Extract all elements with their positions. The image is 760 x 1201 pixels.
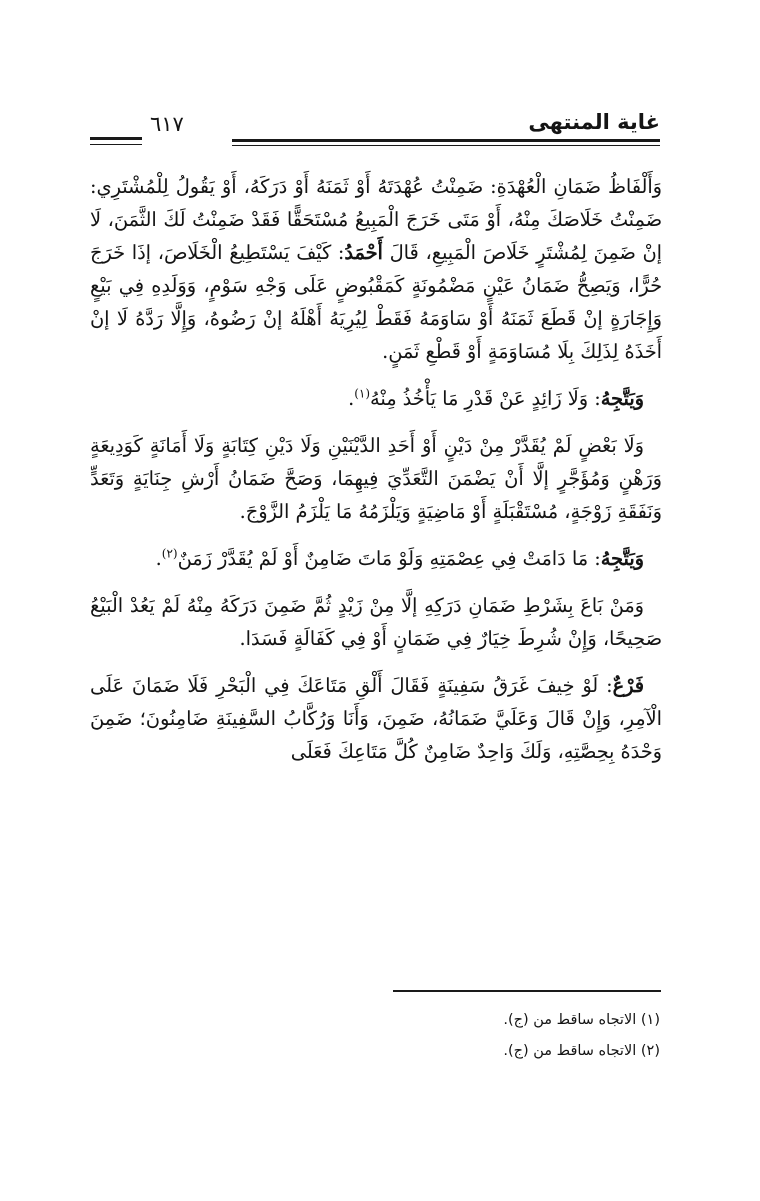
book-title: غاية المنتهى — [528, 110, 660, 134]
footnote-ref: (٢) — [161, 546, 178, 561]
paragraph: فَرْعٌ: لَوْ خِيفَ غَرَقُ سَفِينَةٍ فَقَالَ أَلْقِ مَتَاعَكَ فِي الْبَحْرِ فَلَا ضَمَانَ عَلَى الْآمِرِ، وَإِنْ قَالَ وَعَلَيَّ ضَمَانُهُ، ضَمِنَ، وَأَنَا وَرُكَّابُ السَّفِينَةِ ضَامِنُونَ؛ ضَمِنَ وَحْدَهُ بِحِصَّتِهِ، وَلَكَ وَاحِدٌ ضَامِنٌ كُلَّ مَتَاعِكَ فَعَلَى — [90, 674, 662, 763]
footnote-ref: (١) — [354, 386, 371, 401]
header-rule — [90, 144, 142, 145]
paragraph: وَيَتَّجِهُ: مَا دَامَتْ فِي عِصْمَتِهِ وَلَوْ مَاتَ ضَامِنٌ أَوْ لَمْ يُقَدَّرْ زَمَنٌ$^{(٢)}$. — [155, 546, 644, 570]
paragraph: وَمَنْ بَاعَ بِشَرْطِ ضَمَانِ دَرَكِهِ إلَّا مِنْ زَيْدٍ ثُمَّ ضَمِنَ دَرَكَهُ مِنْهُ لَمْ يَعُدْ الْبَيْعُ صَحِيحًا، وَإِنْ شُرِطَ خِيَارٌ فِي ضَمَانٍ أَوْ فِي كَفَالَةٍ فَسَدَا. — [90, 594, 662, 650]
main-text — [90, 170, 662, 782]
footnote-divider — [393, 990, 661, 992]
footnotes — [300, 1005, 660, 1067]
header-rule — [232, 139, 660, 142]
paragraph: وَأَلْفَاظُ ضَمَانِ الْعُهْدَةِ: ضَمِنْتُ عُهْدَتَهُ أَوْ ثَمَنَهُ أَوْ دَرَكَهُ، أَوْ يَقُولُ لِلْمُشْتَرِي: ضَمِنْتُ خَلَاصَكَ مِنْهُ، أَوْ مَتَى خَرَجَ الْمَبِيعُ مُسْتَحَقًّا فَقَدْ ضَمِنْتُ لَكَ الثَّمَنَ، لَا إنْ ضَمِنَ لِمُشْتَرٍ خَلَاصَ الْمَبِيعِ، قَالَ أَحْمَدُ: كَيْفَ يَسْتَطِيعُ الْخَلَاصَ، إذَا خَرَجَ حُرًّا، وَيَصِحُّ ضَمَانُ عَيْنٍ مَضْمُونَةٍ كَمَقْبُوضٍ عَلَى وَجْهِ سَوْمٍ، وَوَلَدِهِ فِي بَيْعٍ وَإِجَارَةٍ إنْ قَطَعَ ثَمَنَهُ أَوْ سَاوَمَهُ فَقَطْ لِيُرِيَهُ أَهْلَهُ إنْ رَضُوهُ، وَإِلَّا رَدَّهُ لَا إنْ أَخَذَهُ لِذَلِكَ بِلَا مُسَاوَمَةٍ أَوْ قَطْعِ ثَمَنٍ. — [90, 175, 662, 363]
header-rule — [232, 145, 660, 146]
header-rule — [90, 137, 142, 140]
page-number: ٦١٧ — [150, 112, 184, 136]
running-header — [90, 110, 660, 150]
footnote: (٢) الاتجاه ساقط من (ج). — [503, 1043, 660, 1059]
footnote: (١) الاتجاه ساقط من (ج). — [503, 1012, 660, 1028]
paragraph: وَلَا بَعْضٍ لَمْ يُقَدَّرْ مِنْ دَيْنٍ أَوْ أَحَدِ الدَّيْنَيْنِ وَلَا دَيْنِ كِتَابَةٍ وَلَا أَمَانَةٍ كَوَدِيعَةٍ وَرَهْنٍ وَمُؤَجَّرٍ إلَّا أَنْ يَضْمَنَ التَّعَدِّيَ فِيهِمَا، وَصَحَّ ضَمَانُ أَرْشِ جِنَايَةٍ وَتَعَدٍّ وَنَفَقَةِ زَوْجَةٍ، مُسْتَقْبَلَةٍ أَوْ مَاضِيَةٍ وَيَلْزَمُهُ مَا يَلْزَمُ الزَّوْجَ. — [90, 434, 662, 523]
name-ahmad: أَحْمَدُ — [344, 241, 383, 264]
paragraph-lead: وَيَتَّجِهُ — [600, 387, 644, 410]
paragraph-lead: وَيَتَّجِهُ — [600, 547, 644, 570]
paragraph-lead: فَرْعٌ — [612, 674, 644, 697]
paragraph: وَيَتَّجِهُ: وَلَا زَائِدٍ عَنْ قَدْرِ مَا يَأْخُذُ مِنْهُ$^{(١)}$. — [348, 386, 644, 410]
